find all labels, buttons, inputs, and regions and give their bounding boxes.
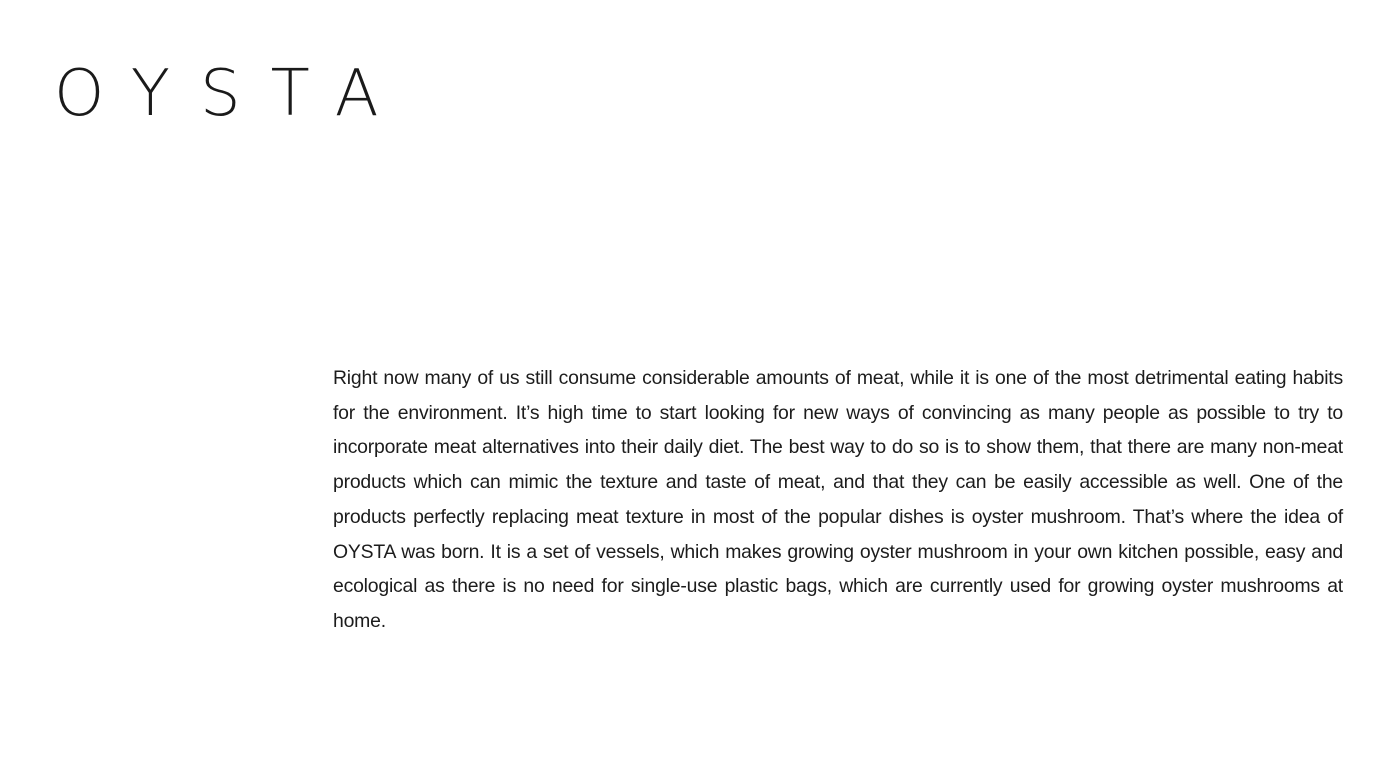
brand-wordmark: OYSTA: [54, 57, 409, 131]
intro-paragraph: Right now many of us still consume considerable amounts of meat, while it is one of the most detrimental eating habits for the environment. It’s high time to start looking for new ways of convincing as many people as possible to try to incorporate meat alternatives into their daily diet. The best way to do so is to show them, that there are many non-meat products which can mimic the texture and taste of meat, and that they can be easily accessible as well. One of the products perfectly replacing meat texture in most of the popular dishes is oyster mushroom. That’s where the idea of OYSTA was born. It is a set of vessels, which makes growing oyster mushroom in your own kitchen possible, easy and ecological as there is no need for single-use plastic bags, which are currently used for growing oyster mushrooms at home.: [333, 367, 1343, 632]
